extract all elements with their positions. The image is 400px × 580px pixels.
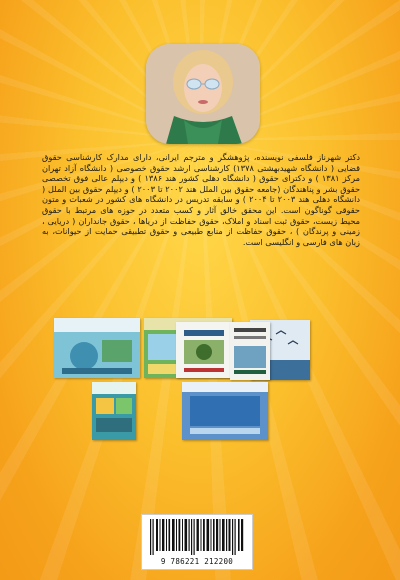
author-portrait — [146, 44, 260, 144]
book-cover-7[interactable] — [182, 382, 268, 440]
author-biography: دکتر شهرناز فلسفی نویسنده، پژوهشگر و مترجم ایرانی، دارای مدارک کارشناسی حقوق قضایی ( دانشگاه شهیدبهشتی ۱۳۷۸) کارشناسی ارشد حقوق خصوصی ( دانشگاه آزاد تهران مرکز ۱۳۸۱ ) و دکترای حقوق ( دانشگاه دهلی کشور هند ۱۳۸۶ ) و دیپلم عالی فوق تخصصی حقوق بشر و پناهندگان (جامعه حقوق بین الملل هند ۲۰۰۲ تا ۲۰۰۳ ) و دیپلم حقوق بین الملل ( دانشگاه دهلی هند ۲۰۰۳ تا ۲۰۰۴ ) و سابقه تدریس در دانشگاه های کشور در شعبات و متون حقوقی گوناگون است. این محقق خالق آثار و کسب متعدد در حوزه های مرتبط با حقوق محیط زیست، حقوق ثبت اسناد و املاک، حقوق حفاظت از دریاها ، حقوق جانداران ( دریایی ، زمینی و پرندگان ) ، حقوق حفاظت از منابع طبیعی و حقوق تطبیقی حمایت از حیوانات، به زبان های فارسی و انگلیسی است. — [42, 152, 361, 247]
book-cover-1[interactable] — [54, 318, 140, 378]
isbn-number: 9 786221 212200 — [160, 557, 234, 566]
book-cover-5[interactable] — [230, 322, 270, 380]
book-cover-6[interactable] — [92, 382, 136, 440]
book-cover-3[interactable] — [176, 322, 232, 378]
isbn-barcode — [141, 514, 253, 570]
